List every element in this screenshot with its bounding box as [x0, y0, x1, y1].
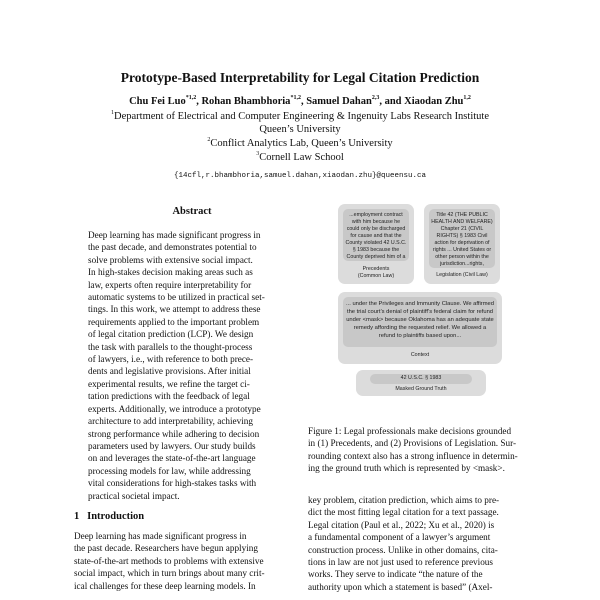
caption-line: in (1) Precedents, and (2) Provisions of Legislation. Sur-: [308, 438, 517, 449]
body-line: dict the most fitting legal citation for a text passage.: [308, 507, 499, 518]
abstract-line: parameters used by lawyers. Our study builds: [88, 440, 256, 451]
caption-line: ing the ground truth which is represented by <mask>.: [308, 463, 505, 474]
intro-line: social impact, which in turn brings about many crit-: [74, 568, 265, 579]
abstract-line: processing models for law, while addressing: [88, 465, 251, 476]
intro-line: Deep learning has made significant progress in: [74, 531, 247, 541]
context-panel: [338, 292, 502, 364]
legislation-text: Title 42 (THE PUBLIC HEALTH AND WELFARE) Chapter 21 (CIVIL RIGHTS) § 1983 Civil action for deprivation of rights ... United States or other person within the jurisdiction...rights,: [429, 209, 495, 268]
context-label: Context: [410, 352, 430, 358]
body-line: works. They serve to indicate “the nature of the: [308, 569, 483, 580]
precedents-text: ...employment contract with him because he could only be discharged for cause and that the County violated 42 U.S.C. § 1983 because the County deprived him of a: [343, 209, 409, 261]
abstract-line: solve problems with extensive social impact.: [88, 254, 253, 265]
section-title: Introduction: [87, 511, 145, 522]
author-list: Chu Fei Luo$^{*1,2}$, Rohan Bhambhoria$^{*1,2}$, Samuel Dahan$^{2,3}$, and Xiaodan Zhu$^{1,2}$: [129, 95, 471, 107]
abstract-line: law, experts often require interpretability for: [88, 279, 252, 290]
intro-line: ical challenges for these deep learning models. In: [74, 580, 256, 591]
abstract-line: architecture to add interpretability, achieving: [88, 416, 253, 427]
abstract-line: experts. Additionally, we introduce a prototype: [88, 403, 261, 414]
abstract-line: vital considerations for high-stakes tasks with: [88, 478, 257, 489]
abstract-heading: Abstract: [172, 206, 212, 217]
author-sup: 2,3: [371, 95, 380, 101]
section-number: 1: [74, 511, 80, 522]
abstract-line: strong performance while adhering to decision: [88, 428, 260, 439]
body-line: key problem, citation prediction, which aims to pre-: [308, 495, 500, 505]
author-emails: {14cfl,r.bhambhoria,samuel.dahan,xiaodan.zhu}@queensu.ca: [173, 172, 427, 180]
figure-1: [326, 200, 524, 462]
intro-heading: [74, 511, 144, 522]
author-name: Xiaodan Zhu: [404, 96, 464, 107]
abstract-line: the past decade, and demonstrates potential to: [88, 242, 257, 253]
context-text: ... under the Privileges and Immunity Clause. We affirmed the trial court’s denial of plaintiff’s federal claim for refund under <mask> because Oklahoma has an adequate state remedy affording the requested relief. We allowed a refund to plaintiffs based upon...: [343, 297, 497, 347]
abstract-line: Deep learning has made significant progress in: [88, 230, 261, 240]
body-line: authority upon which a statement is based” (Axel-: [308, 581, 493, 592]
body-line: a fundamental component of a lawyer’s argument: [308, 532, 491, 543]
abstract-line: In high-stakes decision making areas such as: [88, 267, 253, 278]
ground-truth-panel: [356, 370, 486, 396]
abstract-line: tings. In this work, we attempt to address these: [88, 304, 261, 315]
right-column-body: [308, 494, 534, 593]
author-sup: 1,2: [463, 95, 471, 101]
author-name: Chu Fei Luo: [129, 96, 186, 107]
abstract-body: [88, 229, 296, 502]
intro-body: [74, 530, 296, 592]
affiliation-2: $^2$Conflict Analytics Lab, Queen’s University: [207, 137, 393, 149]
precedents-panel: [338, 204, 414, 284]
abstract-line: requirements applied to the important problem: [88, 316, 260, 327]
affiliation-1: $^1$Department of Electrical and Computer Engineering & Ingenuity Labs Research Institute: [111, 110, 489, 122]
precedents-label: Precedents (Common Law): [357, 266, 395, 279]
paper-title: Prototype-Based Interpretability for Legal Citation Prediction: [120, 70, 480, 85]
abstract-line: tation predictions with the feedback of legal: [88, 391, 250, 402]
figure-caption: [308, 425, 544, 475]
abstract-line: of legal citation prediction (LCP). We design: [88, 329, 254, 340]
body-line: Legal citation (Paul et al., 2022; Xu et al., 2020) is: [308, 519, 495, 530]
abstract-line: dents and legislative provisions. After initial: [88, 366, 251, 377]
author-sup: *1,2: [185, 95, 197, 101]
author-sup: *1,2: [290, 95, 301, 101]
abstract-line: practical societal impact.: [88, 490, 180, 501]
affiliation-3: $^3$Cornell Law School: [256, 151, 344, 163]
ground-truth-value: 42 U.S.C. § 1983: [370, 374, 472, 384]
abstract-line: automatic systems to be utilized in practical set-: [88, 292, 265, 303]
body-line: construction process. Unlike in other domains, cita-: [308, 544, 498, 555]
legislation-label: Legislation (Civil Law): [436, 272, 488, 278]
intro-line: state-of-the-art methods to problems with extensive: [74, 555, 264, 566]
body-line: tions in law are not just used to reference previous: [308, 557, 493, 568]
abstract-line: the task with parallels to the thought-process: [88, 341, 253, 352]
author-name: Rohan Bhambhoria: [201, 96, 291, 107]
intro-line: the past decade. Researchers have begun applying: [74, 543, 258, 554]
caption-line: rounding context also has a strong influence in determin-: [308, 450, 518, 461]
author-name: Samuel Dahan: [306, 96, 372, 107]
legislation-panel: [424, 204, 500, 284]
affiliation-1b: Queen’s University: [259, 124, 341, 135]
abstract-line: on and leverages the state-of-the-art language: [88, 453, 256, 464]
ground-truth-label: Masked Ground Truth: [395, 386, 447, 392]
abstract-line: of lawyers, i.e., with reference to both prece-: [88, 354, 254, 365]
abstract-line: experimental results, we refine the target ci-: [88, 378, 250, 389]
caption-line: Figure 1: Legal professionals make decisions grounded: [308, 426, 512, 436]
